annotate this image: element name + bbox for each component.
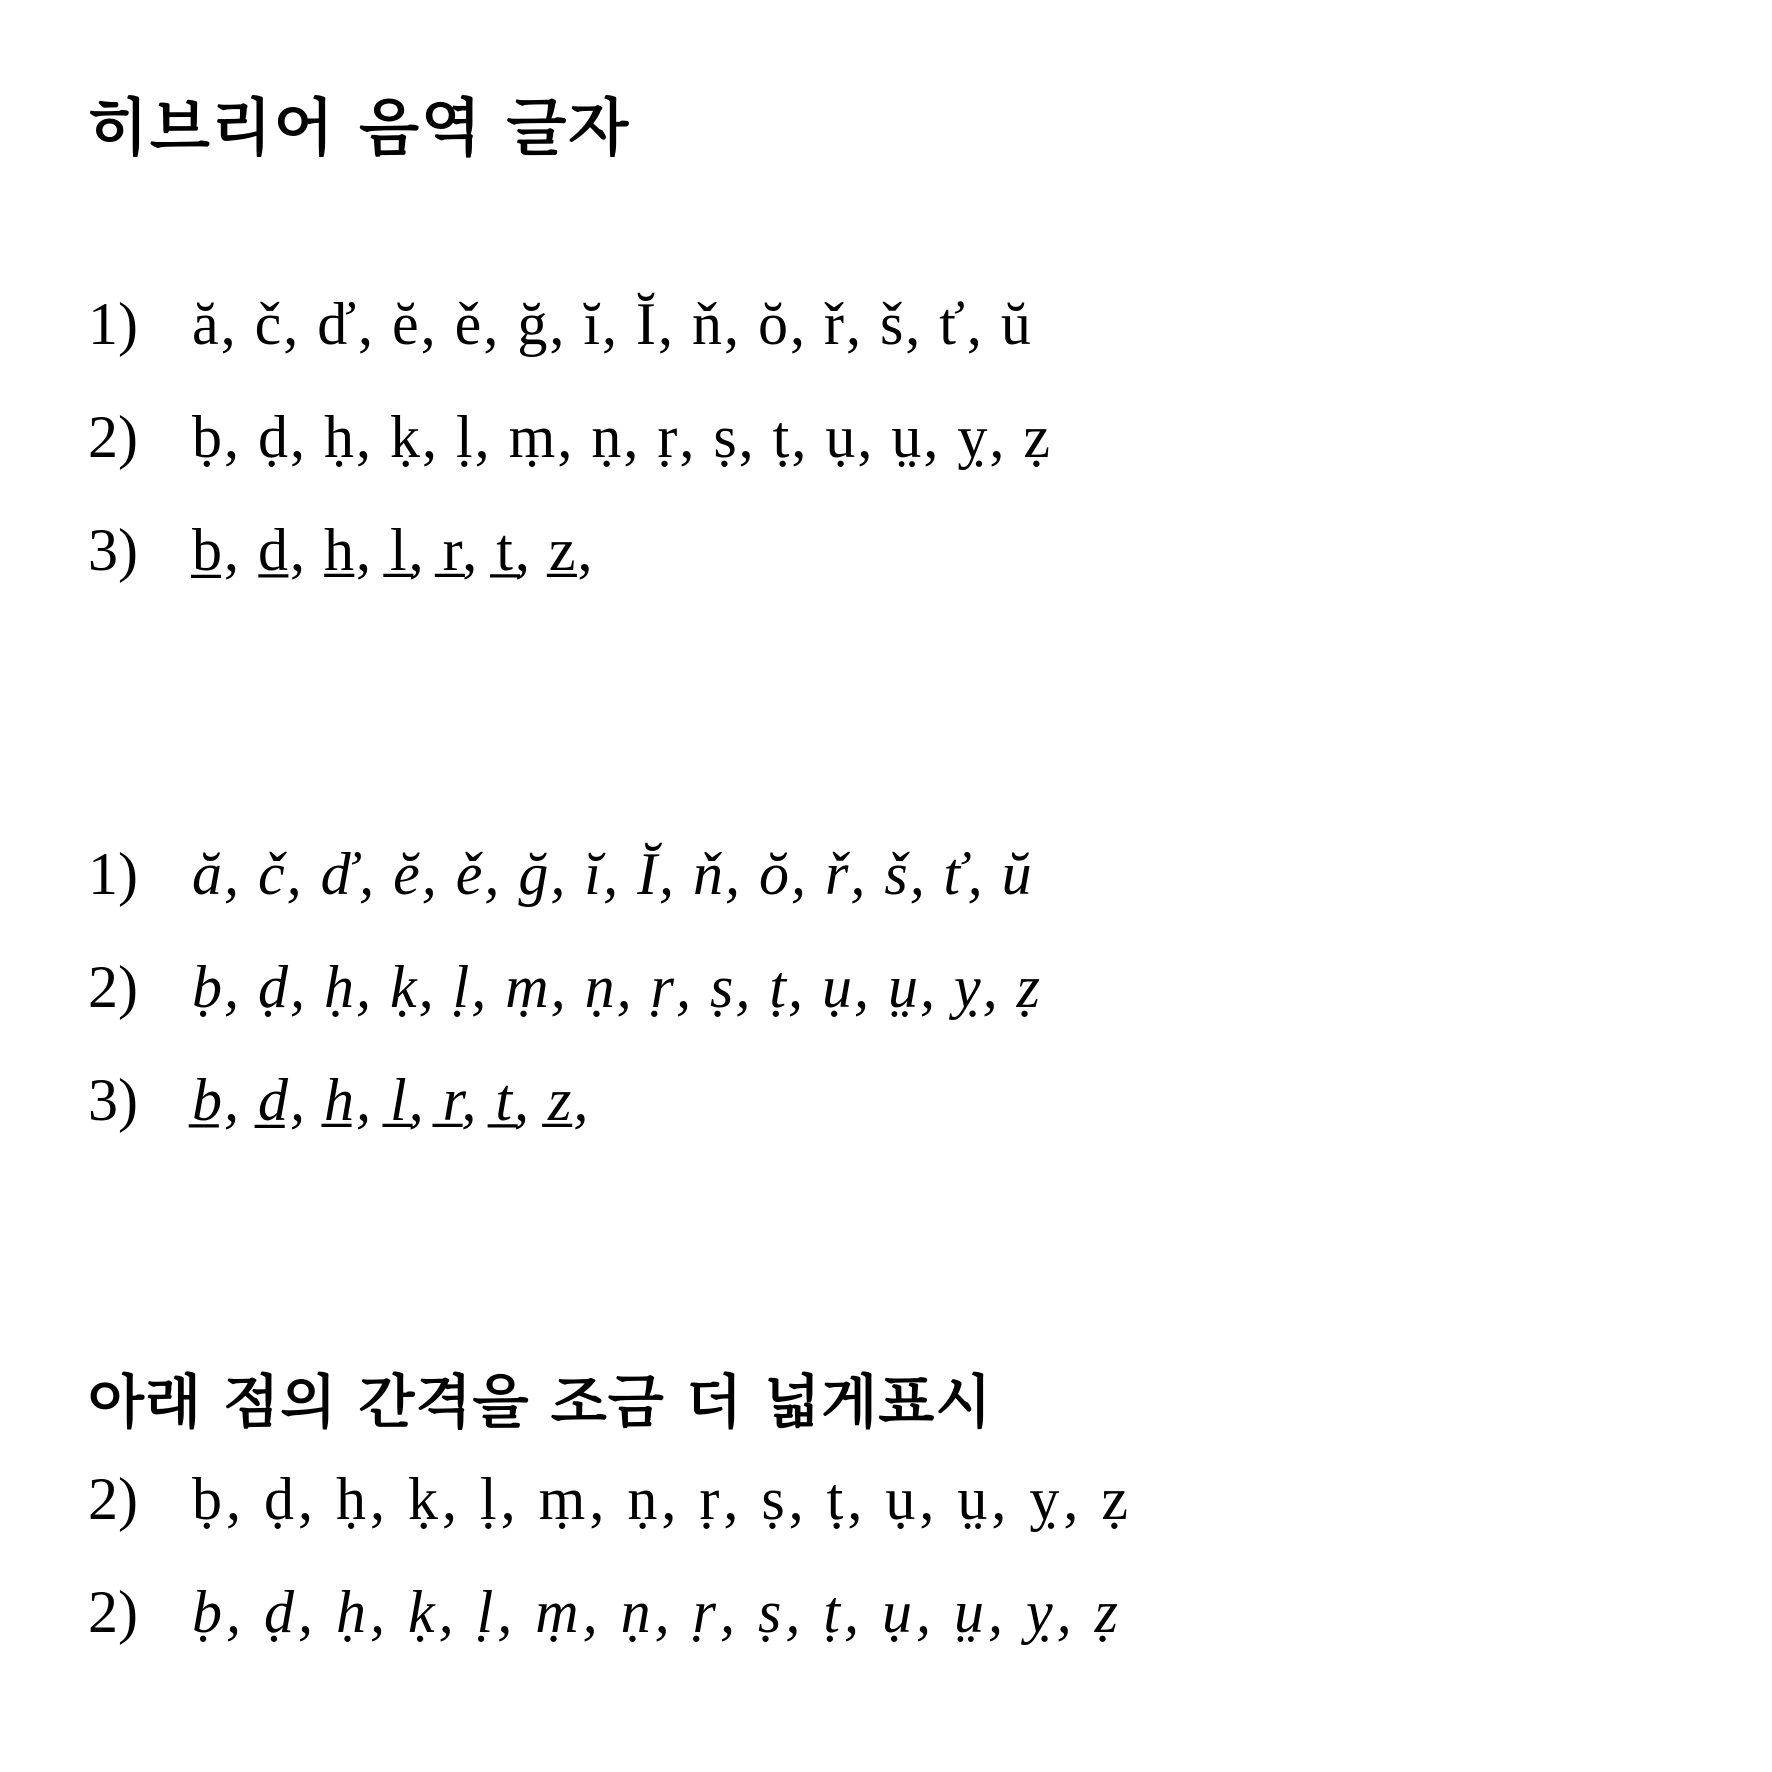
list-item (88, 1066, 1042, 1135)
list-marker: 1) (88, 291, 138, 357)
section-italic-list (88, 840, 1042, 1135)
list-item (88, 840, 1042, 909)
list-marker: 2) (88, 1466, 138, 1532)
list-item (88, 290, 1052, 359)
list-item (88, 516, 1052, 585)
list-item (88, 1578, 1132, 1647)
list-text: b̲, d̲, h̲, l̲, r̲, t̲, z̲, (192, 1067, 591, 1133)
list-text: ă, č, ď, ĕ, ě, ğ, ĭ, Ĭ, ň, ŏ, ř, š, ť, ŭ (192, 841, 1034, 907)
list-item (88, 953, 1042, 1022)
list-marker: 2) (88, 1579, 138, 1645)
page-title: 히브리어 음역 글자 (88, 91, 631, 164)
list-marker: 2) (88, 954, 138, 1020)
section-upright-list (88, 290, 1052, 585)
list-text: b̲, d̲, h̲, l̲, r̲, t̲, z̲, (192, 517, 595, 583)
list-item (88, 1465, 1132, 1534)
list-text: ḅ, ḍ, ḥ, ḳ, ḷ, ṃ, ṇ, ṛ, ṣ, ṭ, ụ, ṳ, ỵ, ẓ (192, 404, 1052, 470)
list-marker: 2) (88, 404, 138, 470)
list-text: ḅ, ḍ, ḥ, ḳ, ḷ, ṃ, ṇ, ṛ, ṣ, ṭ, ụ, ṳ, ỵ, ẓ (192, 954, 1042, 1020)
list-item (88, 403, 1052, 472)
list-text: ḅ, ḍ, ḥ, ḳ, ḷ, ṃ, ṇ, ṛ, ṣ, ṭ, ụ, ṳ, ỵ, ẓ (192, 1466, 1132, 1532)
list-text: ḅ, ḍ, ḥ, ḳ, ḷ, ṃ, ṇ, ṛ, ṣ, ṭ, ụ, ṳ, ỵ, ẓ (192, 1579, 1122, 1645)
list-marker: 3) (88, 1067, 138, 1133)
list-marker: 1) (88, 841, 138, 907)
list-text: ă, č, ď, ĕ, ě, ğ, ĭ, Ĭ, ň, ŏ, ř, š, ť, ŭ (192, 291, 1033, 357)
sub-heading: 아래 점의 간격을 조금 더 넓게표시 (88, 1368, 993, 1436)
section-wide-dot-list (88, 1465, 1132, 1647)
list-marker: 3) (88, 517, 138, 583)
